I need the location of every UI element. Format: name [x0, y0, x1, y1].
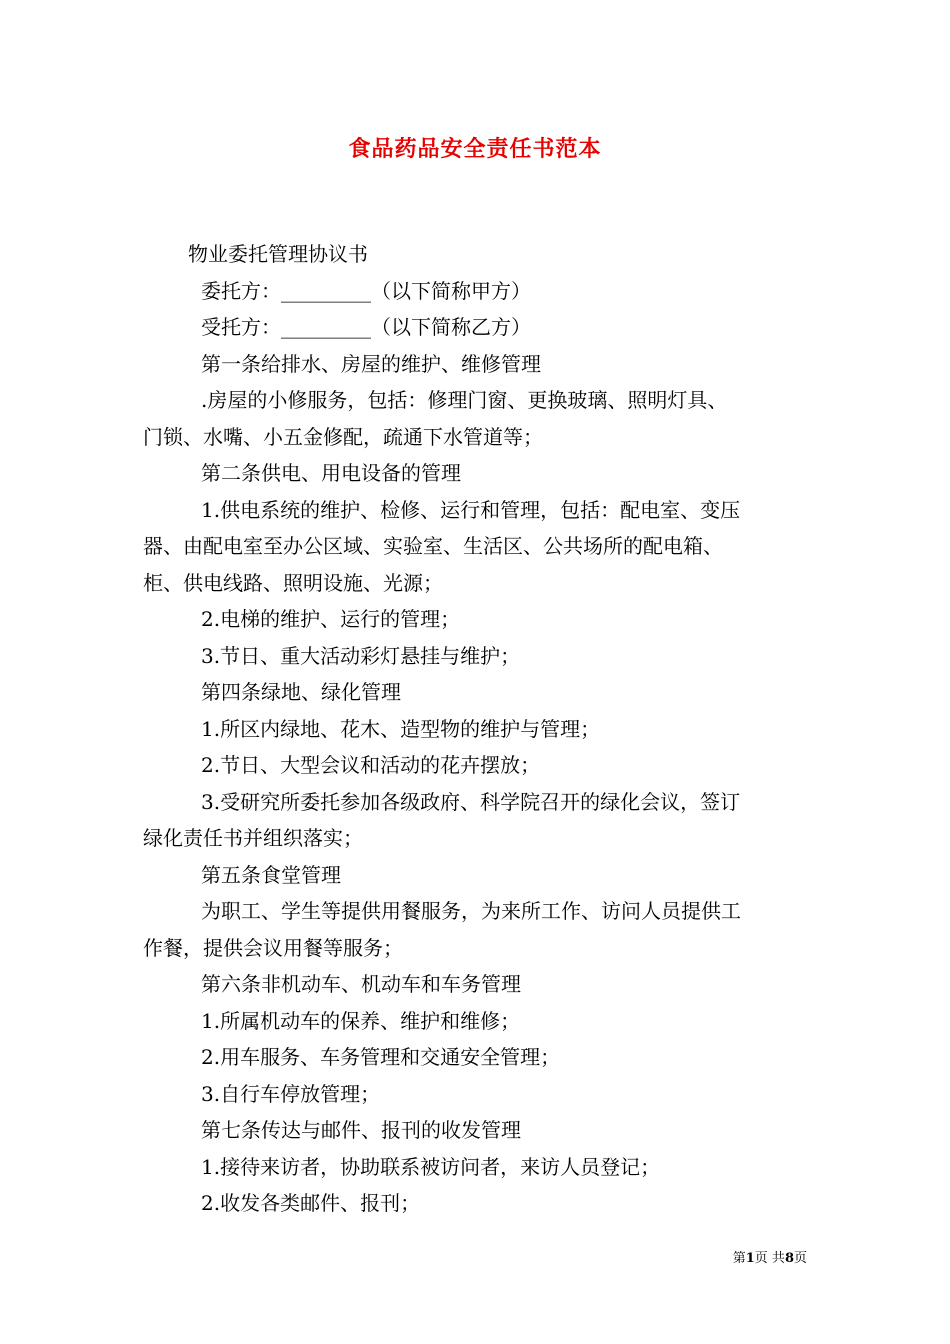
document-body: [143, 236, 811, 1222]
document-line: 为职工、学生等提供用餐服务，为来所工作、访问人员提供工: [201, 899, 741, 923]
document-line: 物业委托管理协议书: [188, 242, 368, 266]
document-line: 受托方：_________（以下简称乙方）: [201, 315, 531, 339]
footer-prefix: 第: [732, 1251, 746, 1266]
document-line: 第四条绿地、绿化管理: [201, 680, 401, 704]
page-footer: [733, 1247, 807, 1266]
document-line: 委托方：_________（以下简称甲方）: [201, 278, 531, 303]
document-line: 作餐，提供会议用餐等服务；: [143, 935, 403, 960]
document-line: 第五条食堂管理: [201, 862, 341, 887]
document-line: 1.供电系统的维护、检修、运行和管理，包括：配电室、变压: [201, 497, 741, 522]
document-line: 2.电梯的维护、运行的管理；: [201, 607, 461, 631]
document-line: 1.接待来访者，协助联系被访问者，来访人员登记；: [201, 1154, 661, 1179]
document-line: 器、由配电室至办公区域、实验室、生活区、公共场所的配电箱、: [143, 534, 723, 558]
document-line: 1.所属机动车的保养、维护和维修；: [201, 1008, 521, 1033]
footer-middle: 页 共: [754, 1251, 785, 1266]
document-line: 3.节日、重大活动彩灯悬挂与维护；: [201, 643, 521, 668]
document-line: .房屋的小修服务，包括：修理门窗、更换玻璃、照明灯具、: [201, 388, 728, 412]
document-line: 2.节日、大型会议和活动的花卉摆放；: [201, 753, 541, 777]
document-line: 柜、供电线路、照明设施、光源；: [143, 570, 443, 595]
document-line: 2.用车服务、车务管理和交通安全管理；: [201, 1045, 561, 1069]
document-line: 第六条非机动车、机动车和车务管理: [201, 972, 521, 996]
document-line: 门锁、水嘴、小五金修配，疏通下水管道等；: [143, 424, 543, 449]
document-title: 食品药品安全责任书范本: [348, 137, 602, 162]
document-line: 第二条供电、用电设备的管理: [201, 461, 461, 485]
footer-current-page: 1: [745, 1251, 755, 1266]
footer-total-pages: 8: [784, 1251, 794, 1266]
document-line: 第七条传达与邮件、报刊的收发管理: [201, 1118, 521, 1142]
footer-suffix: 页: [793, 1251, 807, 1266]
document-line: 3.自行车停放管理；: [201, 1081, 381, 1106]
document-line: 1.所区内绿地、花木、造型物的维护与管理；: [201, 716, 601, 741]
document-line: 第一条给排水、房屋的维护、维修管理: [201, 351, 541, 376]
document-line: 绿化责任书并组织落实；: [143, 826, 363, 850]
document-line: 3.受研究所委托参加各级政府、科学院召开的绿化会议，签订: [201, 789, 741, 814]
document-line: 2.收发各类邮件、报刊；: [201, 1191, 421, 1215]
